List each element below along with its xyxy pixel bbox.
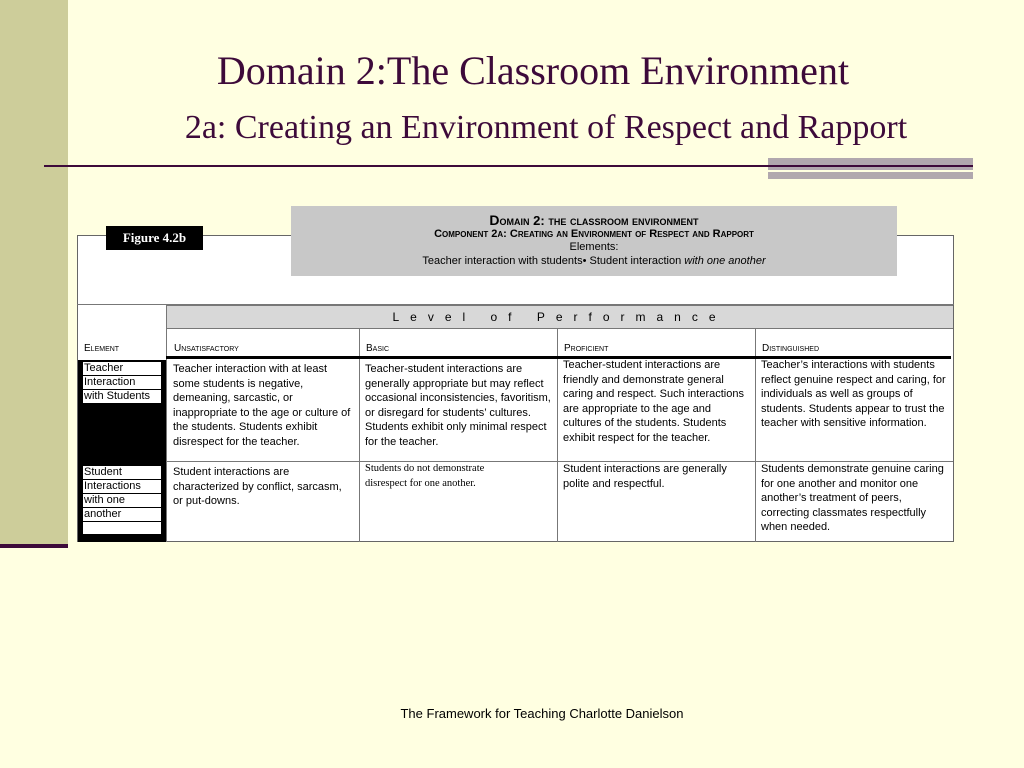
element-row2-line2: Interactions xyxy=(83,480,161,493)
element-row2-line4: another xyxy=(83,508,161,521)
level-of-performance-header: Level of Performance xyxy=(166,305,953,329)
grid-line xyxy=(77,304,954,305)
grid-line xyxy=(166,305,167,542)
col-header-basic: Basic xyxy=(366,343,390,354)
footer-credit: The Framework for Teaching Charlotte Danielson xyxy=(400,706,684,721)
domain-header-box xyxy=(291,206,897,276)
slide-subtitle: 2a: Creating an Environment of Respect and Rapport xyxy=(184,109,908,146)
col-header-distinguished: Distinguished xyxy=(762,343,820,354)
left-decor-bar xyxy=(0,0,68,546)
col-header-element: Element xyxy=(84,343,120,354)
element-row1-line1: Teacher xyxy=(83,362,161,375)
row2-basic: Students do not demonstrate disrespect for one another. xyxy=(365,463,485,489)
component-title: Component 2a: Creating an Environment of Respect and Rapport xyxy=(434,228,754,240)
figure-label: Figure 4.2b xyxy=(106,226,203,250)
elements-text: Teacher interaction with students• Student interaction with one another xyxy=(422,255,766,267)
title-divider-accent xyxy=(768,158,973,179)
element-row2-blank xyxy=(83,522,161,534)
row1-proficient: Teacher-student interactions are friendly and demonstrate general caring and respect. Such interactions are appropriate to the age and cultures of the students. Students exhibit respect for the teacher. xyxy=(563,359,744,444)
row2-distinguished: Students demonstrate genuine caring for one another and monitor one another’s treatment of peers, correcting classmates respectfully when needed. xyxy=(761,463,944,533)
element-row1-line2: Interaction xyxy=(83,376,161,389)
grid-line xyxy=(557,329,558,542)
element-row2-line1: Student xyxy=(83,466,161,479)
row1-distinguished: Teacher’s interactions with students reflect genuine respect and caring, for individuals as well as groups of students. Students appear to trust the teacher with sensitive information. xyxy=(761,359,946,429)
left-accent-line xyxy=(0,544,68,548)
row1-unsatisfactory: Teacher interaction with at least some students is negative, demeaning, sarcastic, or inappropriate to the age or culture of the students. Students exhibit disrespect for the teacher. xyxy=(173,363,351,448)
col-header-unsatisfactory: Unsatisfactory xyxy=(174,343,239,354)
grid-line xyxy=(755,329,756,542)
domain-title: Domain 2: the classroom environment xyxy=(489,212,699,228)
slide-title: Domain 2:The Classroom Environment xyxy=(216,48,850,93)
row2-unsatisfactory: Student interactions are characterized by conflict, sarcasm, or put-downs. xyxy=(173,466,342,507)
col-header-proficient: Proficient xyxy=(564,343,609,354)
grid-line xyxy=(359,329,360,542)
elements-label: Elements: xyxy=(569,241,619,253)
element-row2-line3: with one xyxy=(83,494,161,507)
element-row1-line3: with Students xyxy=(83,390,161,403)
row1-basic: Teacher-student interactions are generally appropriate but may reflect occasional inconsistencies, favoritism, or disregard for students’ cultures. Students exhibit only minimal respect for the teacher. xyxy=(365,363,551,448)
row2-proficient: Student interactions are generally polite and respectful. xyxy=(563,463,727,490)
